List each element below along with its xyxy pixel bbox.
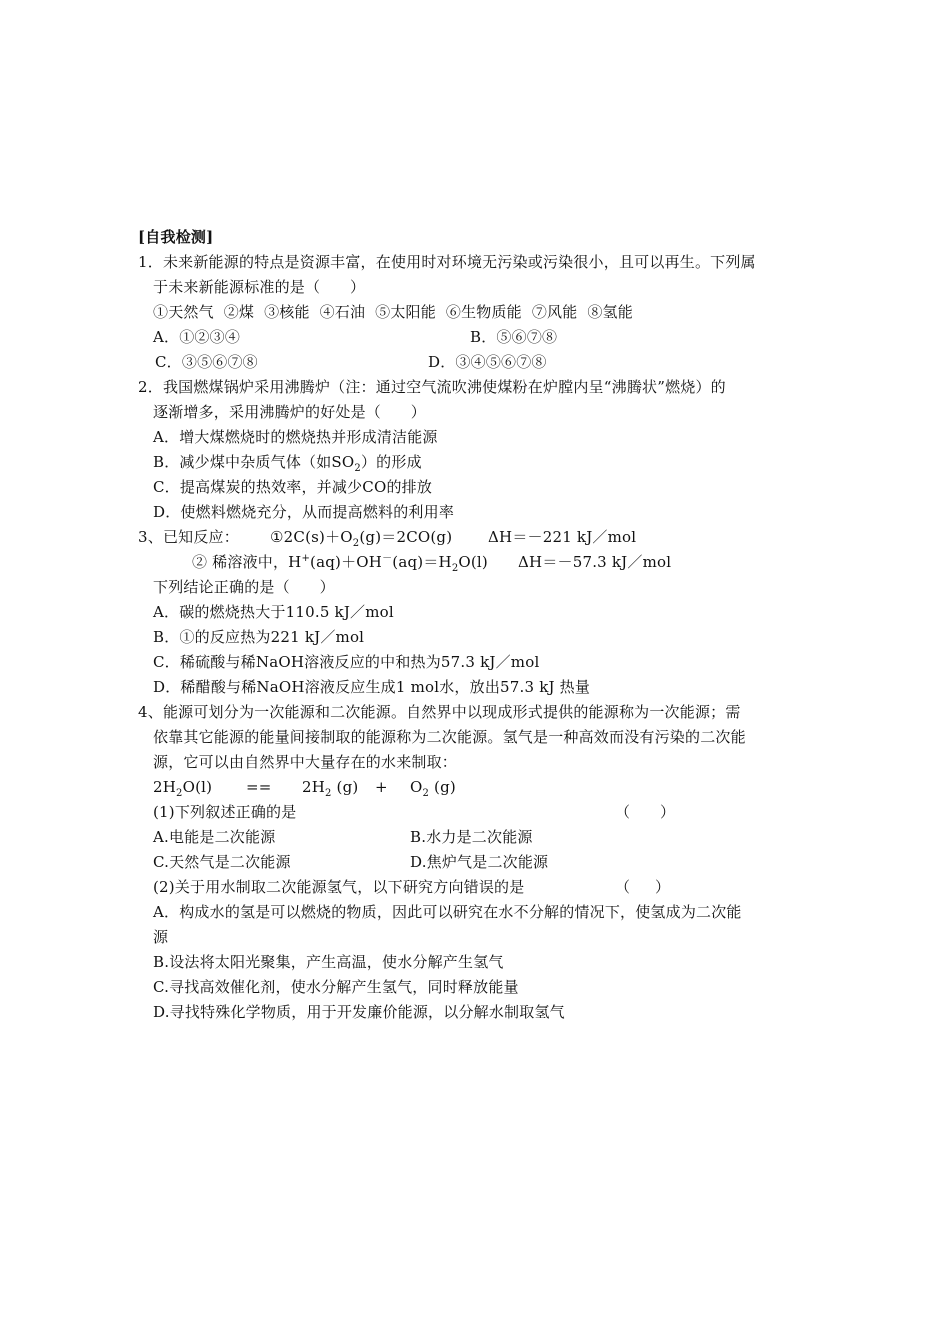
- q2-option-b-tail: ）的形成: [360, 453, 422, 471]
- q4-eq-reactant-subscript: 2: [176, 788, 183, 799]
- section-title: [自我检测]: [138, 228, 214, 246]
- q1-items: ①天然气 ②煤 ③核能 ④石油 ⑤太阳能 ⑥生物质能 ⑦风能 ⑧氢能: [153, 303, 633, 321]
- q4-part1-option-c: C.天然气是二次能源: [153, 853, 291, 871]
- q3-eq1-tail: (g)＝2CO(g): [359, 528, 453, 546]
- q4-stem-line-1: 4、能源可划分为一次能源和二次能源。自然界中以现成形式提供的能源称为一次能源；需: [138, 703, 741, 721]
- q4-part2-option-a-line-2: 源: [153, 928, 169, 946]
- q4-part2-answer-blank: （ ）: [615, 878, 671, 896]
- q3-eq1-subscript: 2: [352, 538, 360, 549]
- q3-equation-1: [270, 527, 452, 547]
- q1-option-d: D．③④⑤⑥⑦⑧: [428, 353, 547, 371]
- q1-stem-line-2: 于未来新能源标准的是（ ）: [153, 278, 366, 296]
- q1-option-a: A．①②③④: [153, 328, 241, 346]
- q4-part2-option-a-line-1: A．构成水的氢是可以燃烧的物质，因此可以研究在水不分解的情况下，使氢成为二次能: [153, 903, 742, 921]
- q4-part1-option-a: A.电能是二次能源: [153, 828, 276, 846]
- q3-eq2-mid-2: (aq)＝H: [392, 553, 452, 571]
- q2-stem-line-1: 2．我国燃煤锅炉采用沸腾炉（注：通过空气流吹沸使煤粉在炉膛内呈“沸腾状”燃烧）的: [138, 378, 726, 396]
- q3-equation-2-enthalpy: ΔH＝－57.3 kJ／mol: [518, 553, 672, 571]
- q1-option-c: C．③⑤⑥⑦⑧: [155, 353, 258, 371]
- q3-eq2-tail: O(l): [458, 553, 488, 571]
- q3-question: 下列结论正确的是（ ）: [153, 578, 335, 596]
- q3-eq2-subscript: 2: [451, 563, 459, 574]
- q3-eq2-text: ② 稀溶液中，H: [192, 553, 302, 571]
- q2-option-b-subscript: 2: [354, 463, 361, 474]
- q4-eq-reactant: [153, 777, 212, 797]
- q4-eq-reactant-tail: O(l): [182, 778, 213, 796]
- q2-option-b: [153, 452, 422, 472]
- q3-option-c: C．稀硫酸与稀NaOH溶液反应的中和热为57.3 kJ／mol: [153, 653, 540, 671]
- q4-eq-product-2-subscript: 2: [422, 788, 430, 799]
- q2-option-a: A．增大煤燃烧时的燃烧热并形成清洁能源: [153, 428, 438, 446]
- q4-eq-product-1: [302, 777, 358, 797]
- q4-part1-option-d: D.焦炉气是二次能源: [410, 853, 549, 871]
- q4-eq-product-1-subscript: 2: [325, 788, 332, 799]
- q2-option-d: D．使燃料燃烧充分，从而提高燃料的利用率: [153, 503, 455, 521]
- q4-eq-product-2-text: O: [410, 778, 423, 796]
- q4-stem-line-2: 依靠其它能源的能量间接制取的能源称为二次能源。氢气是一种高效而没有污染的二次能: [153, 728, 746, 746]
- q4-part2-option-c: C.寻找高效催化剂，使水分解产生氢气，同时释放能量: [153, 978, 519, 996]
- q1-stem-line-1: 1．未来新能源的特点是资源丰富，在使用时对环境无污染或污染很小，且可以再生。下列属: [138, 253, 756, 271]
- q3-eq2-sup-2: －: [382, 553, 393, 564]
- q3-eq2-mid: (aq)＋OH: [310, 553, 383, 571]
- q4-eq-plus: +: [375, 778, 388, 796]
- q3-option-d: D．稀醋酸与稀NaOH溶液反应生成1 mol水，放出57.3 kJ 热量: [153, 678, 591, 696]
- q1-option-b: B．⑤⑥⑦⑧: [470, 328, 558, 346]
- q4-eq-product-2-tail: (g): [429, 778, 456, 796]
- q3-eq1-text: ①2C(s)＋O: [270, 528, 353, 546]
- q4-eq-equals: ==: [246, 778, 272, 796]
- q4-stem-line-3: 源，它可以由自然界中大量存在的水来制取：: [153, 753, 458, 771]
- q4-eq-product-1-tail: (g): [331, 778, 359, 796]
- q2-option-c: C．提高煤炭的热效率，并减少CO的排放: [153, 478, 433, 496]
- q3-option-a: A．碳的燃烧热大于110.5 kJ／mol: [153, 603, 394, 621]
- q4-part1-question: (1)下列叙述正确的是: [153, 803, 297, 821]
- q4-eq-product-1-text: 2H: [302, 778, 326, 796]
- q2-stem-line-2: 逐渐增多，采用沸腾炉的好处是（ ）: [153, 403, 427, 421]
- q2-option-b-text: B．减少煤中杂质气体（如SO: [153, 453, 355, 471]
- q4-part1-answer-blank: （ ）: [615, 803, 676, 821]
- q3-stem-label: 3、已知反应：: [138, 528, 239, 546]
- q4-part2-option-d: D.寻找特殊化学物质，用于开发廉价能源，以分解水制取氢气: [153, 1003, 565, 1021]
- q4-part2-option-b: B.设法将太阳光聚集，产生高温，使水分解产生氢气: [153, 953, 504, 971]
- q4-part1-option-b: B.水力是二次能源: [410, 828, 533, 846]
- q3-equation-2: [192, 552, 488, 572]
- q3-option-b: B．①的反应热为221 kJ／mol: [153, 628, 365, 646]
- q4-part2-question: (2)关于用水制取二次能源氢气，以下研究方向错误的是: [153, 878, 525, 896]
- q3-eq2-sup-1: +: [301, 553, 311, 564]
- q3-equation-1-enthalpy: ΔH＝－221 kJ／mol: [488, 528, 637, 546]
- q4-eq-product-2: [410, 777, 456, 797]
- q4-eq-reactant-text: 2H: [153, 778, 177, 796]
